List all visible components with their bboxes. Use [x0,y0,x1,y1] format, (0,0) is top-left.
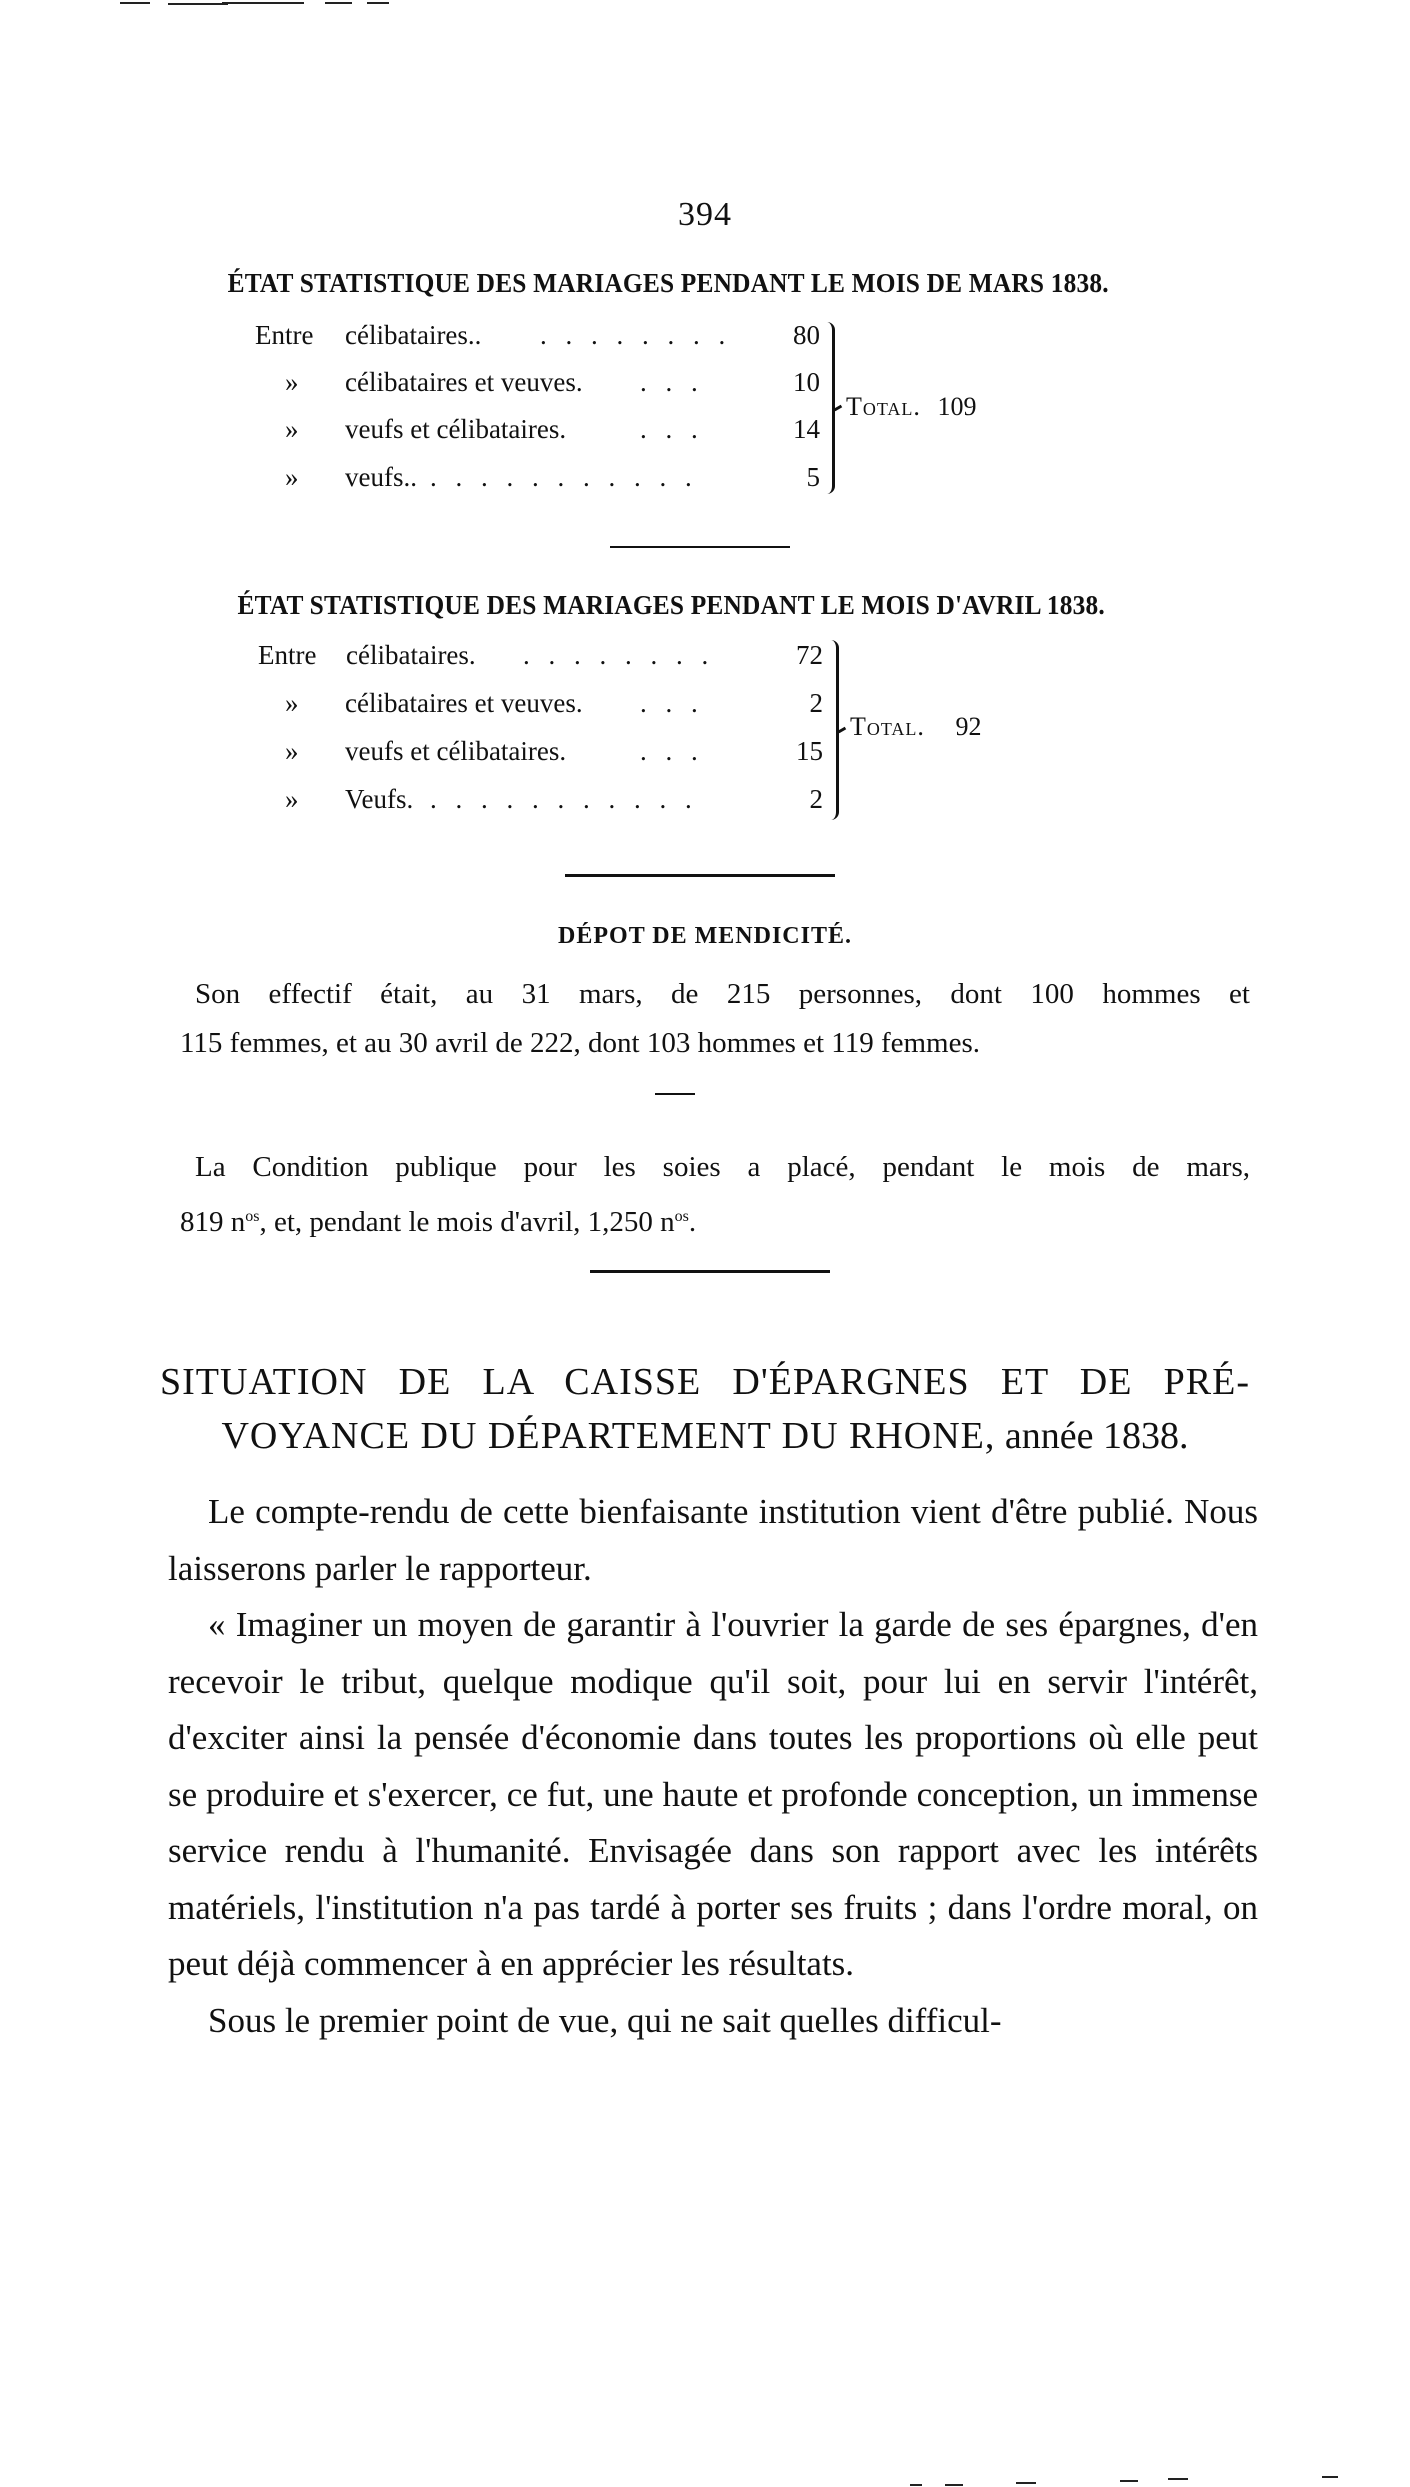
total [850,712,981,742]
separator-rule [655,1093,695,1095]
total [846,392,976,422]
quote-paragraph: « Imaginer un moyen de garantir à l'ouvrier la garde de ses épargnes, d'en recevoir le tribut, quelque modique qu'il soit, pour lui en servir l'intérêt, d'exciter ainsi la pensée d'économie dans toutes les proportions où elle peut se produire et s'exercer, ce fut, une haute et profonde conception, un immense service rendu à l'humanité. Envisagée dans son rapport avec les intérêts matériels, l'institution n'a pas tardé à porter ses fruits ; dans l'ordre moral, on peut déjà commencer à en apprécier les résultats. [168,1605,1258,1983]
row-label: célibataires.. [345,320,482,350]
row-leader-dots: . . . [640,367,704,397]
row-leader-dots: . . . . . . . . . . . [430,462,698,492]
scan-mark [910,2484,922,2486]
depot-heading: DÉPOT DE MENDICITÉ. [558,923,852,949]
row-value: 15 [796,736,823,766]
scan-mark [222,2,304,4]
grouping-brace [826,640,839,820]
row-prefix: » [285,688,299,718]
row-prefix: » [285,414,299,444]
march-table-title: ÉTAT STATISTIQUE DES MARIAGES PENDANT LE MOIS DE MARS 1838. [227,268,1109,298]
separator-rule [565,874,835,877]
row-leader-dots: . . . . . . . . [540,320,732,350]
caisse-heading [160,1355,1250,1463]
continuation-line: Sous le premier point de vue, qui ne sait quelles difficul- [208,2000,1002,2040]
caisse-heading-line-1: SITUATION DE LA CAISSE D'ÉPARGNES ET DE PRÉ- [160,1361,1250,1403]
depot-line-2: 115 femmes, et au 30 avril de 222, dont 103 hommes et 119 femmes. [180,1027,981,1059]
intro-paragraph: Le compte-rendu de cette bienfaisante institution vient d'être publié. Nous laisserons parler le rapporteur. [168,1492,1258,1588]
april-table-title: ÉTAT STATISTIQUE DES MARIAGES PENDANT LE MOIS D'AVRIL 1838. [237,590,1105,620]
condition-paragraph [180,1143,1250,1247]
row-label: célibataires et veuves. [345,367,583,397]
row-label: célibataires et veuves. [345,688,583,718]
row-label: veufs et célibataires. [345,736,567,766]
row-value: 80 [793,320,820,350]
row-value: 2 [809,688,823,718]
row-value: 2 [809,784,823,814]
row-prefix: » [285,784,299,814]
scan-mark [1322,2476,1338,2478]
row-value: 14 [793,414,820,444]
row-value: 72 [796,640,823,670]
row-prefix: Entre [258,640,317,670]
row-value: 5 [806,462,820,492]
total-label: Total. [850,712,925,741]
total-value: 92 [955,712,982,741]
depot-paragraph [180,970,1250,1068]
row-label: veufs et célibataires. [345,414,567,444]
row-prefix: » [285,367,299,397]
row-leader-dots: . . . [640,688,704,718]
grouping-brace [822,322,835,494]
page-number: 394 [678,196,732,233]
caisse-heading-line-2: VOYANCE DU DÉPARTEMENT DU RHONE, année 1838. [221,1415,1189,1457]
scan-mark [945,2484,963,2486]
separator-rule [590,1270,830,1273]
scan-mark [168,3,228,5]
scan-mark [1168,2478,1188,2480]
total-label: Total. [846,392,921,421]
depot-line-1: Son effectif était, au 31 mars, de 215 personnes, dont 100 hommes et [195,978,1250,1010]
condition-line-1: La Condition publique pour les soies a placé, pendant le mois de mars, [195,1151,1250,1183]
row-prefix: » [285,462,299,492]
row-label: célibataires. [346,640,476,670]
separator-rule [610,546,790,548]
scan-mark [120,2,150,4]
total-value: 109 [937,392,977,421]
caisse-body [168,1484,1258,2049]
row-leader-dots: . . . . . . . . . . . [430,784,698,814]
row-leader-dots: . . . . . . . . [523,640,715,670]
scan-mark [1016,2482,1036,2484]
row-leader-dots: . . . [640,736,704,766]
scan-mark [1120,2480,1138,2482]
row-label: veufs.. [345,462,417,492]
row-value: 10 [793,367,820,397]
row-prefix: » [285,736,299,766]
condition-line-2: 819 $n^{os}$, et, pendant le mois d'avril, 1,250 $n^{os}$. [180,1206,697,1238]
scan-mark [325,2,352,4]
row-prefix: Entre [255,320,314,350]
row-label: Veufs. [345,784,414,814]
row-leader-dots: . . . [640,414,704,444]
scan-mark [367,2,389,4]
